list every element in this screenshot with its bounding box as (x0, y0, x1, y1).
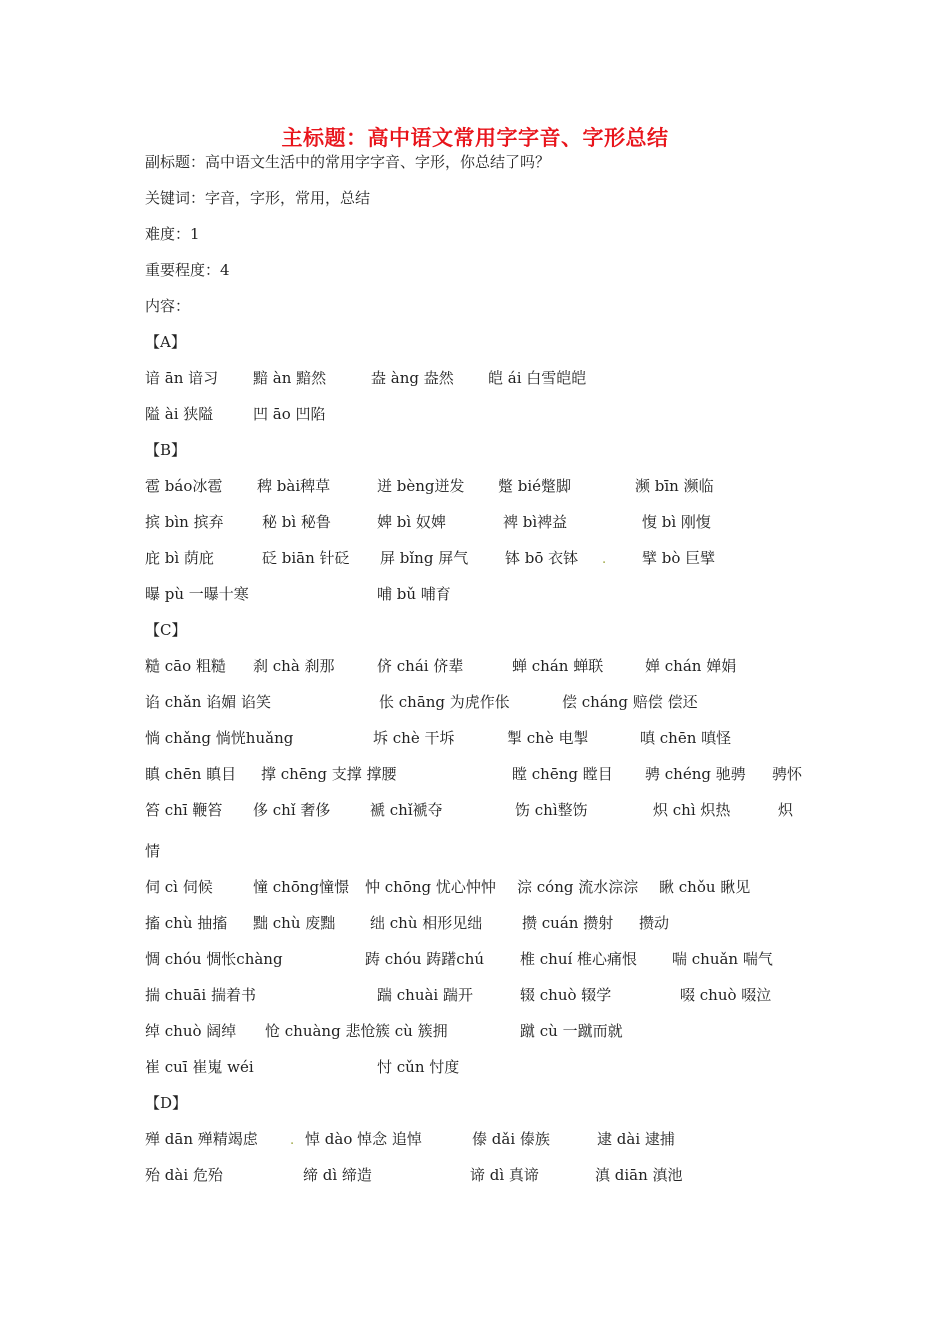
entry: 骋怀 (772, 765, 803, 783)
entry: 踹 chuài 踹开 (377, 986, 473, 1004)
entry-row (145, 800, 825, 820)
entry: 惆 chóu 惆怅chàng (145, 950, 283, 968)
entry-row (145, 1129, 825, 1149)
entry-row (145, 548, 825, 568)
entry: 缔 dì 缔造 (303, 1166, 372, 1184)
entry-row (145, 949, 825, 969)
entry-row (145, 985, 825, 1005)
entry: 侪 chái 侪辈 (377, 657, 464, 675)
entry-row (145, 913, 825, 933)
entry: 哺 bǔ 哺育 (377, 585, 451, 603)
entry: 骋 chéng 驰骋 (645, 765, 746, 783)
entry: 蹩 bié蹩脚 (498, 477, 572, 495)
entry: 婢 bì 奴婢 (377, 513, 446, 531)
entry: 簇 cù 簇拥 (375, 1022, 448, 1040)
entry: 忖 cǔn 忖度 (377, 1058, 460, 1076)
entry: 迸 bèng迸发 (377, 477, 465, 495)
entry: 伺 cì 伺候 (145, 878, 213, 896)
entry: 砭 biān 针砭 (262, 549, 350, 567)
entry: 摈 bìn 摈弃 (145, 513, 224, 531)
entry: 偿 cháng 赔偿 偿还 (562, 693, 698, 711)
entry: 谛 dì 真谛 (470, 1166, 539, 1184)
entry: 悼 dào 悼念 追悼 (305, 1130, 422, 1148)
entry: 坼 chè 干坼 (373, 729, 455, 747)
entry: 曝 pù 一曝十寒 (145, 585, 249, 603)
section-heading-d: 【D】 (145, 1094, 188, 1112)
entry: 淙 cóng 流水淙淙 (517, 878, 639, 896)
entry: 崔 cuī 崔嵬 wéi (145, 1058, 254, 1076)
entry: 谄 chǎn 谄媚 谄笑 (145, 693, 271, 711)
entry: 情 (145, 842, 161, 860)
entry: 侈 chǐ 奢侈 (253, 801, 331, 819)
entry: 伥 chāng 为虎作伥 (379, 693, 510, 711)
entry-row (145, 1021, 825, 1041)
entry-row (145, 877, 825, 897)
stray-mark: . (290, 1133, 295, 1148)
entry: 傣 dǎi 傣族 (472, 1130, 550, 1148)
entry: 刹 chà 刹那 (253, 657, 335, 675)
entry: 糙 cāo 粗糙 (145, 657, 226, 675)
importance-line: 重要程度：4 (145, 261, 230, 279)
entry: 庇 bì 荫庇 (145, 549, 214, 567)
entry: 瞅 chǒu 瞅见 (659, 878, 751, 896)
entry: 惝 chǎng 惝恍huǎng (145, 729, 294, 747)
entry: 掣 chè 电掣 (507, 729, 589, 747)
entry: 揣 chuāi 揣着书 (145, 986, 256, 1004)
section-heading-b: 【B】 (145, 441, 187, 459)
entry: 攒动 (639, 914, 670, 932)
entry: 椎 chuí 椎心痛恨 (520, 950, 638, 968)
entry: 黜 chù 废黜 (253, 914, 336, 932)
entry: 炽 chì 炽热 (653, 801, 731, 819)
content-label: 内容： (145, 297, 191, 315)
subtitle-line: 副标题：高中语文生活中的常用字字音、字形，你总结了吗？ (145, 153, 551, 171)
entry: 钵 bō 衣钵 (505, 549, 579, 567)
entry: 喘 chuǎn 喘气 (672, 950, 773, 968)
entry: 稗 bài稗草 (257, 477, 331, 495)
entry-row (145, 584, 825, 604)
entry: 搐 chù 抽搐 (145, 914, 228, 932)
entry: 屏 bǐng 屏气 (380, 549, 469, 567)
entry: 逮 dài 逮捕 (597, 1130, 675, 1148)
keywords-line: 关键词：字音，字形，常用，总结 (145, 189, 371, 207)
difficulty-line: 难度：1 (145, 225, 200, 243)
entry: 啜 chuò 啜泣 (680, 986, 772, 1004)
entry: 裨 bì裨益 (503, 513, 568, 531)
entry: 凹 āo 凹陷 (253, 405, 326, 423)
entry: 瞋 chēn 瞋目 (145, 765, 237, 783)
entry-row (145, 764, 825, 784)
entry-row (145, 476, 825, 496)
entry-row (145, 656, 825, 676)
entry: 隘 ài 狭隘 (145, 405, 214, 423)
entry: 憧 chōng憧憬 (253, 878, 350, 896)
entry: 谙 ān 谙习 (145, 369, 219, 387)
entry-row (145, 841, 825, 861)
entry: 攒 cuán 攒射 (522, 914, 614, 932)
entry: 撑 chēng 支撑 撑腰 (261, 765, 397, 783)
entry: 辍 chuò 辍学 (520, 986, 612, 1004)
entry: 忡 chōng 忧心忡忡 (365, 878, 496, 896)
entry: 褫 chǐ褫夺 (370, 801, 443, 819)
entry-row (145, 368, 825, 388)
entry: 擘 bò 巨擘 (642, 549, 716, 567)
entry: 踌 chóu 踌躇chú (365, 950, 485, 968)
entry: 饬 chì整饬 (515, 801, 588, 819)
entry-row (145, 692, 825, 712)
entry: 秘 bì 秘鲁 (262, 513, 331, 531)
entry: 盎 àng 盎然 (371, 369, 454, 387)
entry: 滇 diān 滇池 (595, 1166, 683, 1184)
entry: 濒 bīn 濒临 (635, 477, 714, 495)
entry: 愎 bì 刚愎 (642, 513, 711, 531)
section-heading-c: 【C】 (145, 621, 187, 639)
entry: 瞠 chēng 瞠目 (512, 765, 613, 783)
entry: 绰 chuò 阔绰 (145, 1022, 237, 1040)
entry-row (145, 728, 825, 748)
entry: 绌 chù 相形见绌 (370, 914, 483, 932)
entry: 怆 chuàng 悲怆 (265, 1022, 376, 1040)
entry: 蝉 chán 蝉联 (512, 657, 604, 675)
section-heading-a: 【A】 (145, 333, 186, 351)
document-title: 主标题：高中语文常用字字音、字形总结 (281, 125, 669, 150)
entry: 雹 báo冰雹 (145, 477, 223, 495)
entry: 殚 dān 殚精竭虑 (145, 1130, 258, 1148)
entry: 婵 chán 婵娟 (645, 657, 737, 675)
entry-row (145, 512, 825, 532)
entry: 蹴 cù 一蹴而就 (520, 1022, 623, 1040)
entry-row (145, 1165, 825, 1185)
stray-mark: . (602, 552, 607, 567)
entry: 嗔 chēn 嗔怪 (640, 729, 732, 747)
entry: 殆 dài 危殆 (145, 1166, 223, 1184)
entry: 黯 àn 黯然 (253, 369, 327, 387)
entry-row (145, 1057, 825, 1077)
entry-row (145, 404, 825, 424)
entry: 炽 (778, 801, 794, 819)
entry: 笞 chī 鞭笞 (145, 801, 223, 819)
entry: 皑 ái 白雪皑皑 (488, 369, 587, 387)
